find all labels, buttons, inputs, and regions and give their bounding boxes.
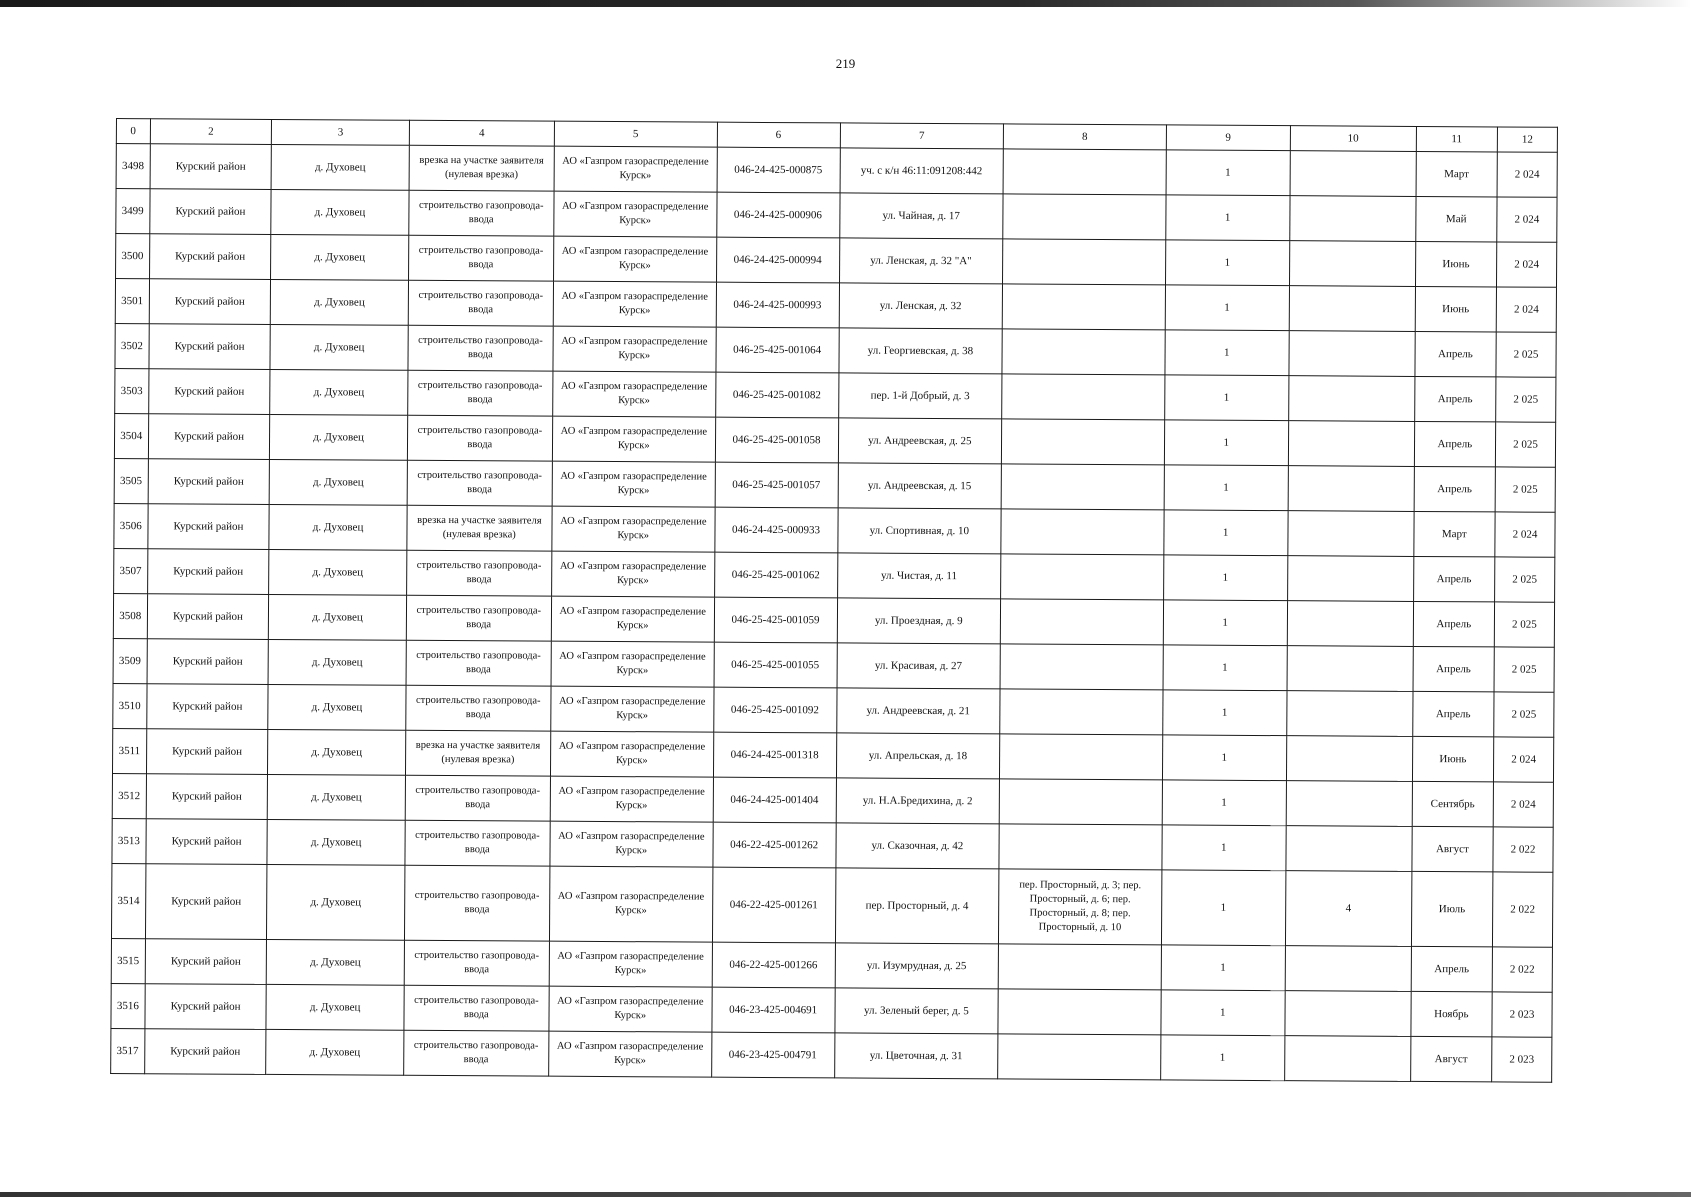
month-cell: Март (1416, 151, 1498, 196)
scan-edge-top (0, 0, 1691, 7)
work-type-cell: строительство газопровода-ввода (408, 280, 554, 326)
district-cell: Курский район (149, 189, 271, 235)
quantity-cell: 1 (1164, 420, 1288, 466)
organization-cell: АО «Газпром газораспределение Курск» (552, 461, 715, 507)
quantity-cell: 1 (1166, 150, 1290, 196)
quantity-cell: 1 (1162, 825, 1286, 871)
row-number-cell: 3506 (114, 503, 148, 548)
quantity-cell: 1 (1163, 645, 1287, 691)
code-cell: 046-23-425-004791 (711, 1032, 834, 1078)
address-cell: ул. Цветочная, д. 31 (834, 1033, 998, 1079)
address-cell: ул. Красивая, д. 27 (837, 643, 1001, 689)
work-type-cell: строительство газопровода-ввода (406, 595, 552, 641)
organization-cell: АО «Газпром газораспределение Курск» (554, 191, 717, 237)
work-type-cell: строительство газопровода-ввода (408, 235, 554, 281)
address-cell: ул. Проездная, д. 9 (837, 598, 1001, 644)
month-cell: Июль (1411, 871, 1493, 946)
code-cell: 046-25-425-001064 (716, 327, 839, 373)
code-cell: 046-22-425-001266 (712, 942, 835, 988)
organization-cell: АО «Газпром газораспределение Курск» (551, 641, 714, 687)
year-cell: 2 022 (1493, 827, 1553, 872)
month-cell: Апрель (1413, 556, 1495, 601)
month-cell: Апрель (1415, 331, 1497, 376)
quantity-cell: 1 (1161, 945, 1285, 991)
month-cell: Апрель (1413, 601, 1495, 646)
quantity-cell: 1 (1160, 1035, 1284, 1081)
extra-quantity-cell (1288, 376, 1414, 422)
code-cell: 046-25-425-001058 (715, 417, 838, 463)
settlement-cell: д. Духовец (266, 984, 403, 1030)
organization-cell: АО «Газпром газораспределение Курск» (553, 371, 716, 417)
settlement-cell: д. Духовец (269, 639, 406, 685)
quantity-cell: 1 (1162, 690, 1286, 736)
extra-addresses-cell (1002, 374, 1165, 420)
settlement-cell: д. Духовец (266, 1029, 403, 1075)
quantity-cell: 1 (1161, 990, 1285, 1036)
row-number-cell: 3504 (114, 413, 148, 458)
scan-edge-bottom (0, 1192, 1691, 1197)
organization-cell: АО «Газпром газораспределение Курск» (550, 731, 713, 777)
extra-addresses-cell (998, 944, 1161, 990)
quantity-cell: 1 (1165, 240, 1289, 286)
extra-addresses-cell (998, 989, 1161, 1035)
extra-quantity-cell (1288, 466, 1414, 512)
year-cell: 2 025 (1495, 422, 1555, 467)
extra-addresses-cell (1003, 149, 1166, 195)
year-cell: 2 023 (1492, 1037, 1552, 1082)
work-type-cell: строительство газопровода-ввода (405, 775, 551, 821)
organization-cell: АО «Газпром газораспределение Курск» (552, 506, 715, 552)
month-cell: Август (1412, 826, 1494, 871)
district-cell: Курский район (147, 504, 269, 550)
work-type-cell: врезка на участке заявителя (нулевая врезка) (407, 505, 553, 551)
row-number-cell: 3498 (116, 144, 150, 189)
district-cell: Курский район (149, 324, 271, 370)
district-cell: Курский район (146, 774, 268, 820)
address-cell: ул. Сказочная, д. 42 (835, 823, 999, 869)
organization-cell: АО «Газпром газораспределение Курск» (549, 1031, 712, 1077)
month-cell: Апрель (1412, 691, 1494, 736)
month-cell: Апрель (1413, 646, 1495, 691)
extra-addresses-cell: пер. Просторный, д. 3; пер. Просторный, д. 6; пер. Просторный, д. 8; пер. Просторный, д. 10 (999, 869, 1162, 945)
district-cell: Курский район (147, 594, 269, 640)
settlement-cell: д. Духовец (267, 819, 404, 865)
address-cell: ул. Ленская, д. 32 (839, 283, 1003, 329)
settlement-cell: д. Духовец (270, 369, 407, 415)
year-cell: 2 024 (1495, 512, 1555, 557)
table-body (111, 144, 1558, 1083)
year-cell: 2 024 (1493, 737, 1553, 782)
organization-cell: АО «Газпром газораспределение Курск» (553, 326, 716, 372)
row-number-cell: 3505 (114, 458, 148, 503)
work-type-cell: строительство газопровода-ввода (407, 415, 553, 461)
address-cell: уч. с к/н 46:11:091208:442 (840, 148, 1004, 194)
code-cell: 046-24-425-000993 (716, 282, 839, 328)
settlement-cell: д. Духовец (268, 684, 405, 730)
row-number-cell: 3512 (112, 773, 146, 818)
month-cell: Июнь (1412, 736, 1494, 781)
address-cell: ул. Андреевская, д. 21 (836, 688, 1000, 734)
code-cell: 046-24-425-000994 (716, 237, 839, 283)
district-cell: Курский район (148, 369, 270, 415)
month-cell: Март (1414, 511, 1496, 556)
code-cell: 046-24-425-000933 (714, 507, 837, 553)
work-type-cell: строительство газопровода-ввода (408, 190, 554, 236)
settlement-cell: д. Духовец (267, 864, 405, 940)
year-cell: 2 022 (1492, 947, 1552, 992)
row-number-cell: 3500 (116, 234, 150, 279)
month-cell: Июнь (1415, 286, 1497, 331)
extra-addresses-cell (1001, 509, 1164, 555)
organization-cell: АО «Газпром газораспределение Курск» (550, 776, 713, 822)
organization-cell: АО «Газпром газораспределение Курск» (553, 236, 716, 282)
work-type-cell: строительство газопровода-ввода (404, 940, 550, 986)
quantity-cell: 1 (1164, 465, 1288, 511)
settlement-cell: д. Духовец (271, 234, 408, 280)
register-table (110, 118, 1558, 1083)
address-cell: пер. 1-й Добрый, д. 3 (838, 373, 1002, 419)
row-number-cell: 3510 (113, 683, 147, 728)
extra-quantity-cell (1285, 991, 1411, 1037)
row-number-cell: 3508 (113, 593, 147, 638)
row-number-cell: 3507 (114, 548, 148, 593)
code-cell: 046-25-425-001082 (715, 372, 838, 418)
address-cell: ул. Андреевская, д. 25 (838, 418, 1002, 464)
organization-cell: АО «Газпром газораспределение Курск» (552, 416, 715, 462)
header-cell: 2 (150, 119, 272, 145)
organization-cell: АО «Газпром газораспределение Курск» (551, 686, 714, 732)
district-cell: Курский район (149, 234, 271, 280)
work-type-cell: врезка на участке заявителя (нулевая врезка) (405, 730, 551, 776)
extra-quantity-cell (1290, 151, 1416, 197)
table-row (111, 863, 1552, 947)
header-cell: 12 (1497, 127, 1557, 152)
extra-addresses-cell (1000, 644, 1163, 690)
extra-quantity-cell (1289, 196, 1415, 242)
code-cell: 046-24-425-000906 (716, 192, 839, 238)
code-cell: 046-25-425-001092 (713, 687, 836, 733)
quantity-cell: 1 (1165, 195, 1289, 241)
code-cell: 046-25-425-001055 (714, 642, 837, 688)
organization-cell: АО «Газпром газораспределение Курск» (549, 866, 712, 942)
month-cell: Апрель (1414, 376, 1496, 421)
settlement-cell: д. Духовец (269, 594, 406, 640)
extra-addresses-cell (1001, 464, 1164, 510)
extra-quantity-cell (1287, 601, 1413, 647)
row-number-cell: 3502 (115, 323, 149, 368)
settlement-cell: д. Духовец (271, 189, 408, 235)
extra-quantity-cell (1288, 421, 1414, 467)
settlement-cell: д. Духовец (267, 939, 404, 985)
district-cell: Курский район (145, 939, 267, 985)
header-cell: 11 (1416, 126, 1497, 151)
work-type-cell: строительство газопровода-ввода (405, 685, 551, 731)
month-cell: Ноябрь (1411, 991, 1493, 1036)
row-number-cell: 3511 (112, 728, 146, 773)
extra-quantity-cell (1289, 331, 1415, 377)
extra-quantity-cell (1287, 556, 1413, 602)
code-cell: 046-25-425-001057 (715, 462, 838, 508)
extra-quantity-cell (1287, 646, 1413, 692)
extra-addresses-cell (999, 824, 1162, 870)
code-cell: 046-23-425-004691 (711, 987, 834, 1033)
extra-addresses-cell (998, 1034, 1161, 1080)
district-cell: Курский район (146, 729, 268, 775)
settlement-cell: д. Духовец (268, 729, 405, 775)
year-cell: 2 024 (1497, 152, 1557, 197)
month-cell: Июнь (1415, 241, 1497, 286)
work-type-cell: строительство газопровода-ввода (406, 550, 552, 596)
settlement-cell: д. Духовец (268, 774, 405, 820)
header-cell: 4 (409, 120, 554, 146)
year-cell: 2 025 (1494, 647, 1554, 692)
district-cell: Курский район (145, 864, 267, 940)
extra-quantity-cell (1289, 241, 1415, 287)
year-cell: 2 025 (1495, 467, 1555, 512)
work-type-cell: строительство газопровода-ввода (405, 820, 551, 866)
year-cell: 2 025 (1495, 557, 1555, 602)
extra-quantity-cell (1286, 691, 1412, 737)
year-cell: 2 025 (1494, 602, 1554, 647)
extra-addresses-cell (1003, 194, 1166, 240)
organization-cell: АО «Газпром газораспределение Курск» (549, 941, 712, 987)
extra-addresses-cell (1002, 284, 1165, 330)
district-cell: Курский район (144, 984, 266, 1030)
address-cell: пер. Просторный, д. 4 (835, 868, 999, 944)
month-cell: Сентябрь (1412, 781, 1494, 826)
code-cell: 046-24-425-001318 (713, 732, 836, 778)
quantity-cell: 1 (1161, 870, 1285, 946)
organization-cell: АО «Газпром газораспределение Курск» (552, 551, 715, 597)
address-cell: ул. Чайная, д. 17 (839, 193, 1003, 239)
row-number-cell: 3517 (111, 1028, 145, 1073)
settlement-cell: д. Духовец (272, 144, 409, 190)
district-cell: Курский район (147, 549, 269, 595)
row-number-cell: 3499 (116, 189, 150, 234)
quantity-cell: 1 (1164, 375, 1288, 421)
quantity-cell: 1 (1162, 735, 1286, 781)
code-cell: 046-25-425-001062 (714, 552, 837, 598)
extra-quantity-cell (1289, 286, 1415, 332)
extra-addresses-cell (1000, 734, 1163, 780)
quantity-cell: 1 (1162, 780, 1286, 826)
district-cell: Курский район (148, 414, 270, 460)
header-cell: 5 (554, 121, 717, 147)
address-cell: ул. Ленская, д. 32 "А" (839, 238, 1003, 284)
extra-addresses-cell (1002, 329, 1165, 375)
year-cell: 2 024 (1496, 287, 1556, 332)
year-cell: 2 022 (1492, 872, 1552, 947)
district-cell: Курский район (146, 684, 268, 730)
address-cell: ул. Андреевская, д. 15 (838, 463, 1002, 509)
header-cell: 6 (717, 122, 840, 148)
settlement-cell: д. Духовец (270, 414, 407, 460)
district-cell: Курский район (149, 279, 271, 325)
month-cell: Май (1415, 196, 1497, 241)
organization-cell: АО «Газпром газораспределение Курск» (554, 146, 717, 192)
header-cell: 7 (840, 123, 1004, 149)
organization-cell: АО «Газпром газораспределение Курск» (551, 596, 714, 642)
address-cell: ул. Апрельская, д. 18 (836, 733, 1000, 779)
quantity-cell: 1 (1164, 510, 1288, 556)
work-type-cell: строительство газопровода-ввода (406, 640, 552, 686)
work-type-cell: врезка на участке заявителя (нулевая врезка) (409, 145, 555, 191)
extra-addresses-cell (999, 779, 1162, 825)
address-cell: ул. Н.А.Бредихина, д. 2 (836, 778, 1000, 824)
work-type-cell: строительство газопровода-ввода (407, 370, 553, 416)
extra-quantity-cell (1288, 511, 1414, 557)
year-cell: 2 024 (1497, 197, 1557, 242)
header-cell: 3 (272, 119, 409, 145)
page-number: 219 (835, 56, 856, 71)
extra-addresses-cell (1002, 419, 1165, 465)
row-number-cell: 3516 (111, 983, 145, 1028)
address-cell: ул. Зеленый берег, д. 5 (834, 988, 998, 1034)
work-type-cell: строительство газопровода-ввода (404, 985, 550, 1031)
district-cell: Курский район (148, 459, 270, 505)
table-row (111, 1028, 1552, 1082)
month-cell: Апрель (1414, 466, 1496, 511)
extra-quantity-cell (1285, 946, 1411, 992)
code-cell: 046-22-425-001262 (712, 822, 835, 868)
quantity-cell: 1 (1165, 285, 1289, 331)
row-number-cell: 3514 (111, 863, 145, 938)
header-cell: 9 (1166, 125, 1290, 151)
row-number-cell: 3513 (112, 818, 146, 863)
work-type-cell: строительство газопровода-ввода (408, 325, 554, 371)
quantity-cell: 1 (1163, 600, 1287, 646)
work-type-cell: строительство газопровода-ввода (407, 460, 553, 506)
row-number-cell: 3509 (113, 638, 147, 683)
month-cell: Апрель (1414, 421, 1496, 466)
row-number-cell: 3503 (115, 368, 149, 413)
code-cell: 046-24-425-001404 (713, 777, 836, 823)
quantity-cell: 1 (1165, 330, 1289, 376)
row-number-cell: 3515 (111, 938, 145, 983)
year-cell: 2 024 (1496, 242, 1556, 287)
extra-addresses-cell (1000, 689, 1163, 735)
address-cell: ул. Спортивная, д. 10 (837, 508, 1001, 554)
extra-quantity-cell (1286, 826, 1412, 872)
month-cell: Апрель (1411, 946, 1493, 991)
header-cell: 10 (1290, 126, 1416, 152)
header-cell: 0 (116, 119, 150, 144)
code-cell: 046-24-425-000875 (717, 147, 840, 193)
organization-cell: АО «Газпром газораспределение Курск» (550, 821, 713, 867)
extra-quantity-cell (1284, 1036, 1410, 1082)
settlement-cell: д. Духовец (270, 324, 407, 370)
year-cell: 2 024 (1493, 782, 1553, 827)
year-cell: 2 025 (1496, 377, 1556, 422)
year-cell: 2 025 (1494, 692, 1554, 737)
year-cell: 2 025 (1496, 332, 1556, 377)
work-type-cell: строительство газопровода-ввода (404, 865, 550, 941)
district-cell: Курский район (144, 1029, 266, 1075)
district-cell: Курский район (150, 144, 272, 190)
organization-cell: АО «Газпром газораспределение Курск» (549, 986, 712, 1032)
extra-quantity-cell (1286, 781, 1412, 827)
work-type-cell: строительство газопровода-ввода (403, 1030, 549, 1076)
extra-addresses-cell (1000, 599, 1163, 645)
header-cell: 8 (1003, 124, 1166, 150)
extra-addresses-cell (1001, 554, 1164, 600)
extra-quantity-cell: 4 (1285, 871, 1411, 947)
district-cell: Курский район (145, 819, 267, 865)
extra-addresses-cell (1003, 239, 1166, 285)
settlement-cell: д. Духовец (269, 504, 406, 550)
district-cell: Курский район (147, 639, 269, 685)
row-number-cell: 3501 (115, 279, 149, 324)
settlement-cell: д. Духовец (269, 549, 406, 595)
month-cell: Август (1410, 1036, 1492, 1081)
quantity-cell: 1 (1163, 555, 1287, 601)
code-cell: 046-22-425-001261 (712, 867, 835, 943)
address-cell: ул. Георгиевская, д. 38 (838, 328, 1002, 374)
settlement-cell: д. Духовец (270, 459, 407, 505)
address-cell: ул. Изумрудная, д. 25 (835, 943, 999, 989)
code-cell: 046-25-425-001059 (714, 597, 837, 643)
year-cell: 2 023 (1492, 992, 1552, 1037)
address-cell: ул. Чистая, д. 11 (837, 553, 1001, 599)
organization-cell: АО «Газпром газораспределение Курск» (553, 281, 716, 327)
extra-quantity-cell (1286, 736, 1412, 782)
settlement-cell: д. Духовец (271, 279, 408, 325)
